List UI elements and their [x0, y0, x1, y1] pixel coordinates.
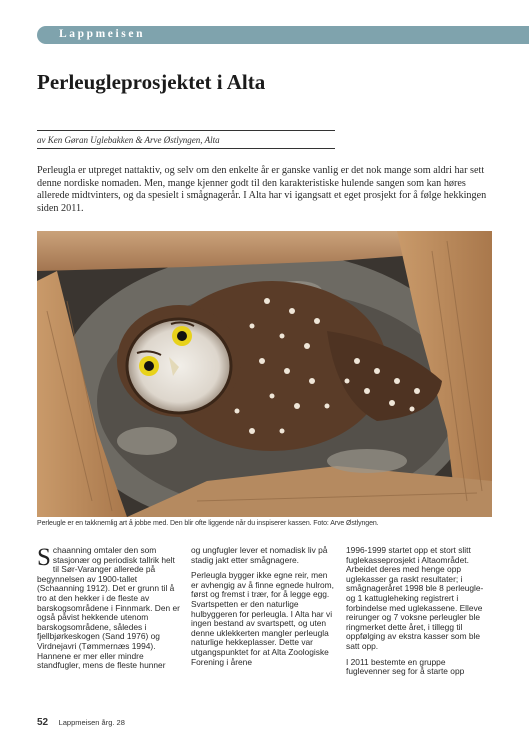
column-2 [191, 546, 334, 673]
column-2-paragraph-1: og ungfugler lever et nomadisk liv på stadig jakt etter smågnagere. [191, 545, 328, 565]
column-3-paragraph-1: 1996-1999 startet opp et stort slitt fuglekasseprosjekt i Altaområdet. Arbeidet deres med henge opp uglekasser ga raskt resultater; i smågnageråret 1998 ble 8 perleugle- og 1 kattugleheking registrert i forbindelse med uglekassene. Elleve reirunger og 7 voksne perleugler ble ringmerket dette året, i tillegg til oppfølging av ekstra kasser som ble satt opp. [346, 545, 484, 651]
column-3-paragraph-2: I 2011 bestemte en gruppe fuglevenner seg for å starte opp [346, 656, 465, 677]
magazine-issue: Lappmeisen årg. 28 [58, 718, 125, 727]
drop-cap: S [37, 544, 51, 571]
byline-rule-top [37, 130, 335, 131]
photo-caption: Perleugle er en takknemlig art å jobbe med. Den blir ofte liggende når du inspiserer kassen. Foto: Arve Østlyngen. [37, 520, 379, 527]
byline: av Ken Gøran Uglebakken & Arve Østlyngen, Alta [37, 135, 220, 145]
ingress-text: Perleugla er utpreget nattaktiv, og selv om den enkelte år er ganske vanlig er det nok mange som aldri har sett denne nordiske nomaden. Men, mange kjenner godt til den karakteristiske hulende sangen som kan høres allerede midtvinters, og da spesielt i smågnagerår. I Alta har vi igangsatt et eget prosjekt for å følge hekkingen siden 2011. [37, 165, 487, 214]
article-title: Perleugleprosjektet i Alta [37, 70, 266, 94]
byline-rule-bottom [37, 148, 335, 149]
section-header-band [37, 26, 529, 44]
boreal-owl-in-nestbox-image [37, 231, 492, 517]
column-2-paragraph-2: Perleugla bygger ikke egne reir, men er avhengig av å finne egnede hulrom, først og fremst i trær, for å legge egg. Svartspetten er den naturlige hulbyggeren for perleugla. I Alta har vi ingen bestand av svartspett, og uten denne uklekkerten mangler perleugla naturlige hekkeplasser. Dette var utgangspunktet for at Alta Zoologiske Forening i årene [191, 570, 334, 667]
column-1-text: chaanning omtaler den som stasjonær og periodisk tallrik helt til Sør-Varanger allerede på begynnelsen av 1900-tallet (Schaanning 1912). Det er grunn til å tro at den hekker i de fleste av barskogsområdene i Finnmark. Den er også påvist hekkende utenom barskogsområdene, således i fjellbjørkeskogen (Sand 1976) og Virdnejavri (Tømmernæs 1994). Hannene er mer eller mindre standfugler, mens de fleste hunner [37, 545, 180, 671]
owl-photo [37, 231, 492, 517]
page-number: 52 [37, 717, 49, 728]
column-1 [37, 546, 180, 677]
column-3 [346, 546, 489, 683]
section-label: Lappmeisen [59, 28, 146, 40]
page-footer [37, 712, 125, 730]
